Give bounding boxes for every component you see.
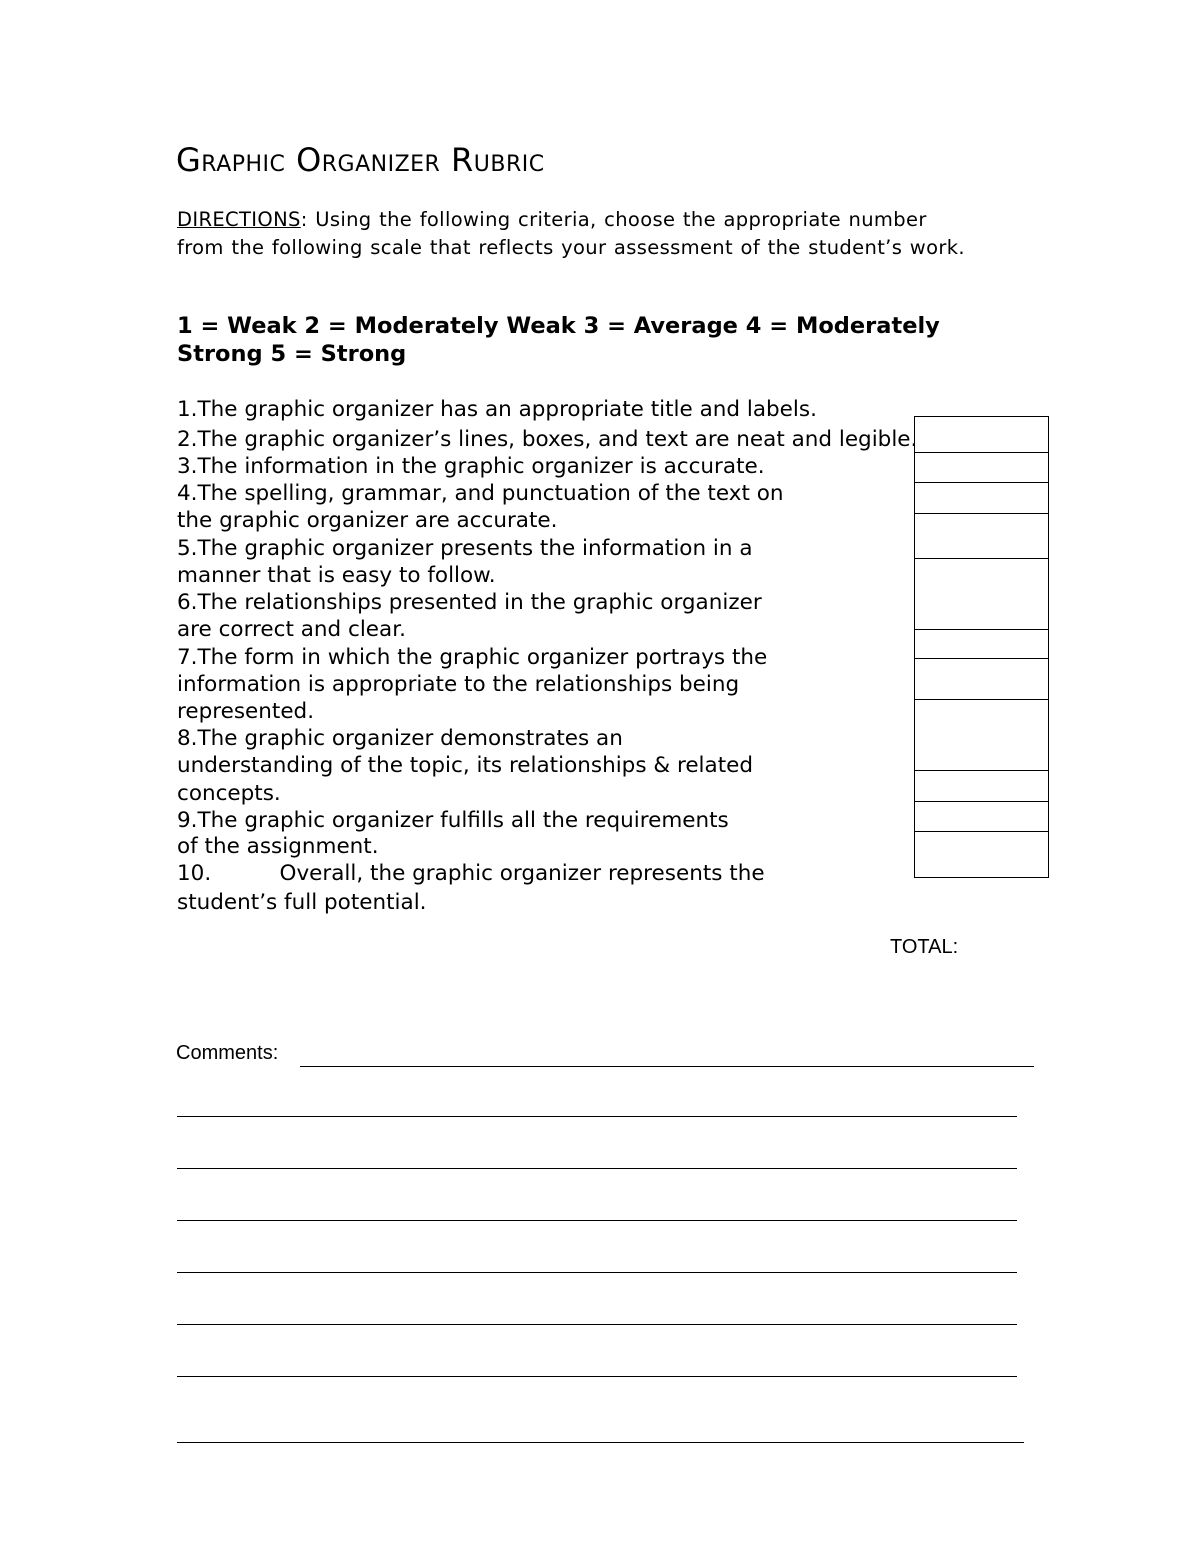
score-box-4[interactable] <box>915 514 1048 559</box>
comments-line-3[interactable] <box>177 1168 1017 1169</box>
criterion-9-line-2: of the assignment. <box>177 834 379 859</box>
criterion-6-line-1: 6.The relationships presented in the graphic organizer <box>177 590 762 615</box>
criterion-2-line-1: 2.The graphic organizer’s lines, boxes, and text are neat and legible. <box>177 427 918 452</box>
criterion-7-line-2: information is appropriate to the relationships being <box>177 672 740 697</box>
criterion-10-line-2: student’s full potential. <box>177 890 427 915</box>
criterion-9-line-1: 9.The graphic organizer fulfills all the requirements <box>177 808 729 833</box>
comments-line-6[interactable] <box>177 1324 1017 1325</box>
comments-line-8[interactable] <box>177 1442 1024 1443</box>
score-box-9[interactable] <box>915 771 1048 802</box>
criterion-7-line-1: 7.The form in which the graphic organizer portrays the <box>177 645 768 670</box>
criterion-4-line-1: 4.The spelling, grammar, and punctuation of the text on <box>177 481 784 506</box>
directions <box>177 206 977 261</box>
total-label: TOTAL: <box>890 936 959 958</box>
criterion-3-line-1: 3.The information in the graphic organizer is accurate. <box>177 454 765 479</box>
directions-text: : Using the following criteria, choose the appropriate number from the following scale that reflects your assessment of the student’s work. <box>177 208 965 259</box>
comments-label: Comments: <box>176 1042 279 1064</box>
criterion-8-line-3: concepts. <box>177 781 281 806</box>
score-box-10[interactable] <box>915 802 1048 832</box>
score-box-3[interactable] <box>915 483 1048 514</box>
criterion-5-line-2: manner that is easy to follow. <box>177 563 496 588</box>
score-box-total[interactable] <box>915 832 1048 878</box>
directions-label: DIRECTIONS <box>177 208 301 231</box>
criterion-5-line-1: 5.The graphic organizer presents the information in a <box>177 536 753 561</box>
score-box-1[interactable] <box>915 417 1048 453</box>
page-title: Graphic Organizer Rubric <box>176 141 545 179</box>
criterion-10-line-1: 10. Overall, the graphic organizer represents the <box>177 861 765 886</box>
comments-line-5[interactable] <box>177 1272 1017 1273</box>
score-box-2[interactable] <box>915 453 1048 483</box>
score-box-5[interactable] <box>915 559 1048 630</box>
comments-line-4[interactable] <box>177 1220 1017 1221</box>
rating-scale: 1 = Weak 2 = Moderately Weak 3 = Average 4 = Moderately Strong 5 = Strong <box>177 313 940 367</box>
criterion-4-line-2: the graphic organizer are accurate. <box>177 508 558 533</box>
score-box-6[interactable] <box>915 630 1048 659</box>
comments-line-7[interactable] <box>177 1376 1017 1377</box>
score-box-7[interactable] <box>915 659 1048 700</box>
criterion-8-line-1: 8.The graphic organizer demonstrates an <box>177 726 623 751</box>
criterion-8-line-2: understanding of the topic, its relationships & related <box>177 753 753 778</box>
criterion-1-line-1: 1.The graphic organizer has an appropriate title and labels. <box>177 397 817 422</box>
score-boxes <box>914 416 1049 878</box>
criterion-7-line-3: represented. <box>177 699 315 724</box>
comments-line-2[interactable] <box>177 1116 1017 1117</box>
score-box-8[interactable] <box>915 700 1048 771</box>
comments-line-1[interactable] <box>300 1066 1034 1067</box>
criterion-6-line-2: are correct and clear. <box>177 617 406 642</box>
